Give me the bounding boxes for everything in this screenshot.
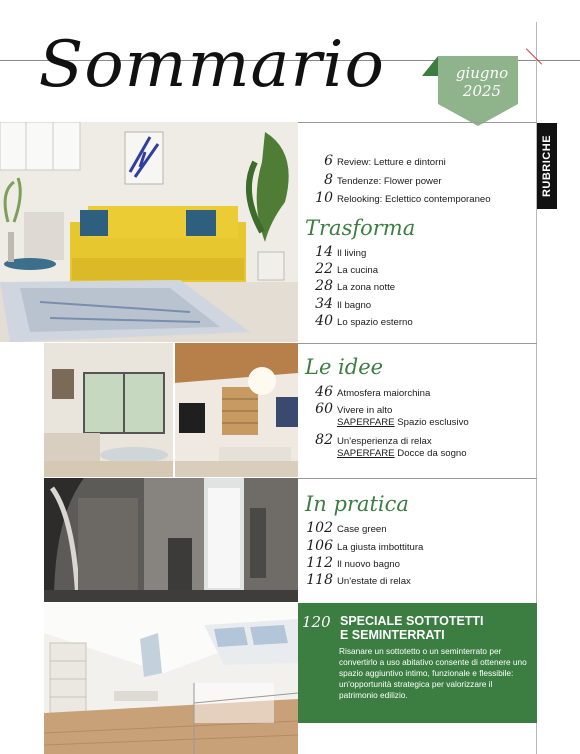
toc-entry[interactable]: 34 Il bagno: [315, 296, 372, 312]
speciale-page: 120: [302, 613, 331, 631]
date-badge: [422, 56, 520, 126]
toc-entry[interactable]: 118 Un'estate di relax: [306, 572, 411, 588]
toc-entry[interactable]: 102 Case green: [306, 520, 387, 536]
toc-entry[interactable]: 60 Vivere in alto: [315, 401, 393, 417]
toc-subentry[interactable]: SAPERFARE Spazio esclusivo: [337, 417, 469, 428]
divider: [298, 478, 537, 479]
toc-entry[interactable]: 22 La cucina: [315, 261, 379, 277]
toc-entry[interactable]: 46 Atmosfera maiorchina: [315, 384, 431, 400]
side-tab-rubriche: RUBRICHE: [537, 123, 557, 209]
date-year: 2025: [462, 82, 502, 100]
date-text: [444, 64, 520, 100]
toc-entry[interactable]: 82 Un'esperienza di relax: [315, 432, 432, 448]
divider: [298, 343, 537, 344]
toc-entry[interactable]: 6 Review: Letture e dintorni: [324, 153, 446, 169]
toc-entry[interactable]: 10 Relooking: Eclettico contemporaneo: [315, 190, 491, 206]
section-title-pratica: In pratica: [305, 492, 409, 516]
date-month: giugno: [455, 64, 509, 82]
toc-subentry[interactable]: SAPERFARE Docce da sogno: [337, 448, 467, 459]
photo-living-room: [0, 122, 298, 342]
section-title-trasforma: Trasforma: [305, 216, 416, 240]
toc-entry[interactable]: 106 La giusta imbottitura: [306, 538, 424, 554]
speciale-description: Risanare un sottotetto o un seminterrato per convertirlo a uso abitativo consente di ottenere uno spazio aggiuntivo intimo, funzionale e flessibile: un'opportunità strategica per valorizzare il patrimonio edilizio.: [339, 646, 527, 700]
toc-entry[interactable]: 8 Tendenze: Flower power: [324, 172, 442, 188]
photo-interiors-idee: [44, 343, 298, 477]
crop-mark: [526, 48, 542, 64]
divider: [298, 122, 537, 123]
page-title: Sommario: [38, 28, 385, 102]
photo-attic: [44, 603, 298, 754]
toc-entry[interactable]: 40 Lo spazio esterno: [315, 313, 413, 329]
toc-entry[interactable]: 112 Il nuovo bagno: [306, 555, 400, 571]
photo-bathroom: [44, 478, 298, 602]
section-title-idee: Le idee: [305, 355, 384, 379]
speciale-title: SPECIALE SOTTOTETTI E SEMINTERRATI: [340, 614, 484, 642]
toc-entry[interactable]: 28 La zona notte: [315, 278, 396, 294]
toc-entry[interactable]: 14 Il living: [315, 244, 367, 260]
